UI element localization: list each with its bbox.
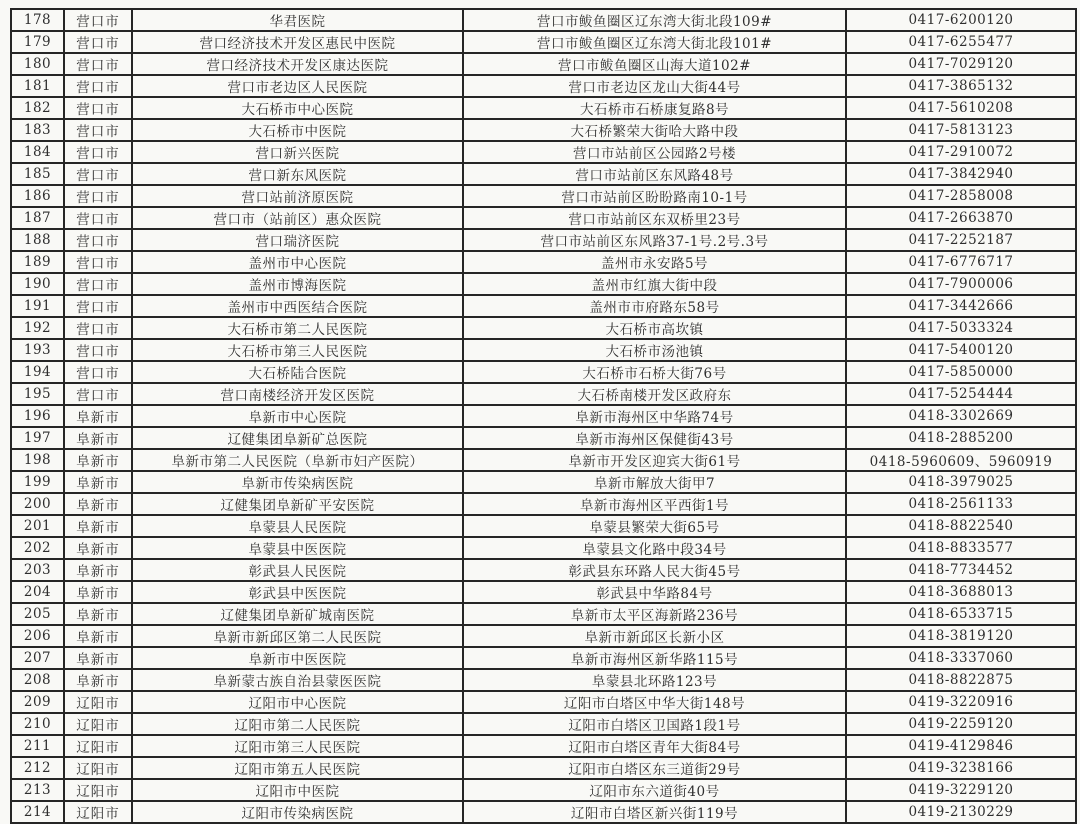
row-number-cell: 196 xyxy=(11,405,64,427)
table-row xyxy=(11,97,1076,119)
hospital-name-cell: 辽阳市中心医院 xyxy=(132,691,463,713)
table-row xyxy=(11,119,1076,141)
table-row xyxy=(11,669,1076,691)
city-cell: 营口市 xyxy=(64,361,132,383)
phone-cell: 0419-2130229 xyxy=(846,801,1076,823)
table-row xyxy=(11,9,1076,31)
address-cell: 营口市站前区盼盼路南10-1号 xyxy=(463,185,846,207)
hospital-name-cell: 辽阳市第三人民医院 xyxy=(132,735,463,757)
city-cell: 阜新市 xyxy=(64,427,132,449)
table-row xyxy=(11,339,1076,361)
address-cell: 大石桥南楼开发区政府东 xyxy=(463,383,846,405)
address-cell: 阜新市解放大街甲7 xyxy=(463,471,846,493)
hospital-name-cell: 大石桥陆合医院 xyxy=(132,361,463,383)
table-row xyxy=(11,317,1076,339)
phone-cell: 0418-3979025 xyxy=(846,471,1076,493)
table-row xyxy=(11,801,1076,823)
hospital-name-cell: 盖州市博海医院 xyxy=(132,273,463,295)
city-cell: 阜新市 xyxy=(64,559,132,581)
table-row xyxy=(11,207,1076,229)
address-cell: 大石桥市石桥大街76号 xyxy=(463,361,846,383)
address-cell: 阜蒙县繁荣大街65号 xyxy=(463,515,846,537)
phone-cell: 0417-2252187 xyxy=(846,229,1076,251)
city-cell: 营口市 xyxy=(64,273,132,295)
address-cell: 盖州市红旗大街中段 xyxy=(463,273,846,295)
row-number-cell: 194 xyxy=(11,361,64,383)
hospital-name-cell: 营口经济技术开发区惠民中医院 xyxy=(132,31,463,53)
phone-cell: 0419-4129846 xyxy=(846,735,1076,757)
address-cell: 辽阳市白塔区中华大街148号 xyxy=(463,691,846,713)
hospital-name-cell: 阜新市中医医院 xyxy=(132,647,463,669)
city-cell: 阜新市 xyxy=(64,449,132,471)
table-row xyxy=(11,405,1076,427)
phone-cell: 0418-3688013 xyxy=(846,581,1076,603)
row-number-cell: 214 xyxy=(11,801,64,823)
row-number-cell: 185 xyxy=(11,163,64,185)
hospital-name-cell: 阜新蒙古族自治县蒙医医院 xyxy=(132,669,463,691)
hospital-name-cell: 华君医院 xyxy=(132,9,463,31)
hospital-name-cell: 营口南楼经济开发区医院 xyxy=(132,383,463,405)
table-row xyxy=(11,53,1076,75)
phone-cell: 0417-2858008 xyxy=(846,185,1076,207)
phone-cell: 0418-3337060 xyxy=(846,647,1076,669)
hospital-name-cell: 辽健集团阜新矿城南医院 xyxy=(132,603,463,625)
city-cell: 阜新市 xyxy=(64,515,132,537)
phone-cell: 0417-6255477 xyxy=(846,31,1076,53)
address-cell: 辽阳市东六道街40号 xyxy=(463,779,846,801)
row-number-cell: 208 xyxy=(11,669,64,691)
table-row xyxy=(11,757,1076,779)
row-number-cell: 203 xyxy=(11,559,64,581)
phone-cell: 0417-2663870 xyxy=(846,207,1076,229)
row-number-cell: 189 xyxy=(11,251,64,273)
address-cell: 营口市鲅鱼圈区辽东湾大街北段109# xyxy=(463,9,846,31)
table-row xyxy=(11,75,1076,97)
table-row xyxy=(11,251,1076,273)
address-cell: 阜新市太平区海新路236号 xyxy=(463,603,846,625)
row-number-cell: 212 xyxy=(11,757,64,779)
phone-cell: 0417-5400120 xyxy=(846,339,1076,361)
city-cell: 辽阳市 xyxy=(64,691,132,713)
row-number-cell: 178 xyxy=(11,9,64,31)
phone-cell: 0417-2910072 xyxy=(846,141,1076,163)
hospital-name-cell: 阜蒙县人民医院 xyxy=(132,515,463,537)
row-number-cell: 181 xyxy=(11,75,64,97)
city-cell: 营口市 xyxy=(64,383,132,405)
table-row xyxy=(11,383,1076,405)
city-cell: 阜新市 xyxy=(64,405,132,427)
hospital-name-cell: 辽阳市第五人民医院 xyxy=(132,757,463,779)
hospital-name-cell: 阜新市第二人民医院（阜新市妇产医院） xyxy=(132,449,463,471)
hospital-name-cell: 阜新市传染病医院 xyxy=(132,471,463,493)
hospital-name-cell: 辽阳市中医院 xyxy=(132,779,463,801)
hospital-name-cell: 辽健集团阜新矿总医院 xyxy=(132,427,463,449)
row-number-cell: 183 xyxy=(11,119,64,141)
hospital-name-cell: 辽阳市第二人民医院 xyxy=(132,713,463,735)
row-number-cell: 191 xyxy=(11,295,64,317)
city-cell: 营口市 xyxy=(64,295,132,317)
phone-cell: 0418-5960609、5960919 xyxy=(846,449,1076,471)
city-cell: 辽阳市 xyxy=(64,713,132,735)
row-number-cell: 180 xyxy=(11,53,64,75)
row-number-cell: 204 xyxy=(11,581,64,603)
table-row xyxy=(11,581,1076,603)
row-number-cell: 198 xyxy=(11,449,64,471)
phone-cell: 0417-7900006 xyxy=(846,273,1076,295)
hospital-name-cell: 彰武县中医医院 xyxy=(132,581,463,603)
row-number-cell: 186 xyxy=(11,185,64,207)
row-number-cell: 205 xyxy=(11,603,64,625)
table-row xyxy=(11,735,1076,757)
phone-cell: 0419-3238166 xyxy=(846,757,1076,779)
row-number-cell: 193 xyxy=(11,339,64,361)
city-cell: 辽阳市 xyxy=(64,801,132,823)
phone-cell: 0418-2885200 xyxy=(846,427,1076,449)
row-number-cell: 188 xyxy=(11,229,64,251)
address-cell: 营口市站前区东风路48号 xyxy=(463,163,846,185)
phone-cell: 0419-3229120 xyxy=(846,779,1076,801)
city-cell: 营口市 xyxy=(64,97,132,119)
row-number-cell: 199 xyxy=(11,471,64,493)
hospital-name-cell: 营口经济技术开发区康达医院 xyxy=(132,53,463,75)
city-cell: 营口市 xyxy=(64,141,132,163)
city-cell: 营口市 xyxy=(64,119,132,141)
hospital-name-cell: 盖州市中心医院 xyxy=(132,251,463,273)
table-row xyxy=(11,427,1076,449)
row-number-cell: 209 xyxy=(11,691,64,713)
hospital-name-cell: 营口市（站前区）惠众医院 xyxy=(132,207,463,229)
city-cell: 营口市 xyxy=(64,53,132,75)
city-cell: 阜新市 xyxy=(64,603,132,625)
address-cell: 阜新市海州区中华路74号 xyxy=(463,405,846,427)
address-cell: 营口市鲅鱼圈区辽东湾大街北段101# xyxy=(463,31,846,53)
row-number-cell: 184 xyxy=(11,141,64,163)
address-cell: 辽阳市白塔区青年大街84号 xyxy=(463,735,846,757)
address-cell: 阜新市海州区保健街43号 xyxy=(463,427,846,449)
address-cell: 大石桥市汤池镇 xyxy=(463,339,846,361)
phone-cell: 0418-8833577 xyxy=(846,537,1076,559)
address-cell: 大石桥市石桥康复路8号 xyxy=(463,97,846,119)
address-cell: 营口市站前区东风路37-1号.2号.3号 xyxy=(463,229,846,251)
city-cell: 营口市 xyxy=(64,207,132,229)
table-row xyxy=(11,779,1076,801)
phone-cell: 0417-6776717 xyxy=(846,251,1076,273)
city-cell: 营口市 xyxy=(64,185,132,207)
phone-cell: 0418-8822875 xyxy=(846,669,1076,691)
table-row xyxy=(11,361,1076,383)
row-number-cell: 210 xyxy=(11,713,64,735)
hospital-name-cell: 营口新兴医院 xyxy=(132,141,463,163)
table-row xyxy=(11,295,1076,317)
address-cell: 大石桥繁荣大街哈大路中段 xyxy=(463,119,846,141)
address-cell: 彰武县东环路人民大街45号 xyxy=(463,559,846,581)
hospital-name-cell: 辽健集团阜新矿平安医院 xyxy=(132,493,463,515)
city-cell: 营口市 xyxy=(64,31,132,53)
address-cell: 盖州市市府路东58号 xyxy=(463,295,846,317)
phone-cell: 0418-3302669 xyxy=(846,405,1076,427)
hospital-name-cell: 营口新东风医院 xyxy=(132,163,463,185)
phone-cell: 0417-7029120 xyxy=(846,53,1076,75)
table-row xyxy=(11,603,1076,625)
table-row xyxy=(11,163,1076,185)
row-number-cell: 187 xyxy=(11,207,64,229)
phone-cell: 0419-3220916 xyxy=(846,691,1076,713)
hospital-table-body xyxy=(11,9,1076,823)
table-row xyxy=(11,273,1076,295)
hospital-name-cell: 大石桥市中医院 xyxy=(132,119,463,141)
address-cell: 营口市鲅鱼圈区山海大道102# xyxy=(463,53,846,75)
table-row xyxy=(11,559,1076,581)
phone-cell: 0417-5850000 xyxy=(846,361,1076,383)
hospital-name-cell: 辽阳市传染病医院 xyxy=(132,801,463,823)
phone-cell: 0417-5254444 xyxy=(846,383,1076,405)
address-cell: 阜新市开发区迎宾大街61号 xyxy=(463,449,846,471)
city-cell: 阜新市 xyxy=(64,471,132,493)
table-row xyxy=(11,141,1076,163)
row-number-cell: 195 xyxy=(11,383,64,405)
hospital-name-cell: 阜蒙县中医医院 xyxy=(132,537,463,559)
row-number-cell: 201 xyxy=(11,515,64,537)
row-number-cell: 200 xyxy=(11,493,64,515)
hospital-name-cell: 营口瑞济医院 xyxy=(132,229,463,251)
table-row xyxy=(11,449,1076,471)
hospital-name-cell: 彰武县人民医院 xyxy=(132,559,463,581)
row-number-cell: 192 xyxy=(11,317,64,339)
hospital-name-cell: 营口站前济原医院 xyxy=(132,185,463,207)
table-row xyxy=(11,713,1076,735)
phone-cell: 0417-5033324 xyxy=(846,317,1076,339)
address-cell: 营口市老边区龙山大街44号 xyxy=(463,75,846,97)
phone-cell: 0417-3442666 xyxy=(846,295,1076,317)
address-cell: 阜蒙县文化路中段34号 xyxy=(463,537,846,559)
city-cell: 营口市 xyxy=(64,163,132,185)
city-cell: 阜新市 xyxy=(64,669,132,691)
address-cell: 彰武县中华路84号 xyxy=(463,581,846,603)
row-number-cell: 190 xyxy=(11,273,64,295)
table-row xyxy=(11,515,1076,537)
address-cell: 阜新市新邱区长新小区 xyxy=(463,625,846,647)
phone-cell: 0418-7734452 xyxy=(846,559,1076,581)
hospital-name-cell: 盖州市中西医结合医院 xyxy=(132,295,463,317)
address-cell: 盖州市永安路5号 xyxy=(463,251,846,273)
city-cell: 营口市 xyxy=(64,251,132,273)
city-cell: 营口市 xyxy=(64,9,132,31)
phone-cell: 0417-6200120 xyxy=(846,9,1076,31)
table-row xyxy=(11,647,1076,669)
table-row xyxy=(11,537,1076,559)
phone-cell: 0417-3865132 xyxy=(846,75,1076,97)
phone-cell: 0419-2259120 xyxy=(846,713,1076,735)
city-cell: 阜新市 xyxy=(64,493,132,515)
row-number-cell: 182 xyxy=(11,97,64,119)
address-cell: 辽阳市白塔区新兴街119号 xyxy=(463,801,846,823)
hospital-name-cell: 大石桥市第三人民医院 xyxy=(132,339,463,361)
hospital-name-cell: 阜新市中心医院 xyxy=(132,405,463,427)
phone-cell: 0418-6533715 xyxy=(846,603,1076,625)
address-cell: 营口市站前区公园路2号楼 xyxy=(463,141,846,163)
address-cell: 阜蒙县北环路123号 xyxy=(463,669,846,691)
city-cell: 辽阳市 xyxy=(64,757,132,779)
hospital-name-cell: 营口市老边区人民医院 xyxy=(132,75,463,97)
row-number-cell: 206 xyxy=(11,625,64,647)
city-cell: 阜新市 xyxy=(64,625,132,647)
phone-cell: 0417-3842940 xyxy=(846,163,1076,185)
city-cell: 营口市 xyxy=(64,339,132,361)
phone-cell: 0418-3819120 xyxy=(846,625,1076,647)
row-number-cell: 197 xyxy=(11,427,64,449)
hospital-table xyxy=(10,8,1077,824)
row-number-cell: 213 xyxy=(11,779,64,801)
hospital-name-cell: 阜新市新邱区第二人民医院 xyxy=(132,625,463,647)
city-cell: 阜新市 xyxy=(64,581,132,603)
hospital-name-cell: 大石桥市第二人民医院 xyxy=(132,317,463,339)
hospital-name-cell: 大石桥市中心医院 xyxy=(132,97,463,119)
table-row xyxy=(11,493,1076,515)
row-number-cell: 207 xyxy=(11,647,64,669)
row-number-cell: 211 xyxy=(11,735,64,757)
address-cell: 辽阳市白塔区卫国路1段1号 xyxy=(463,713,846,735)
row-number-cell: 179 xyxy=(11,31,64,53)
table-row xyxy=(11,691,1076,713)
city-cell: 营口市 xyxy=(64,75,132,97)
city-cell: 阜新市 xyxy=(64,537,132,559)
address-cell: 大石桥市高坎镇 xyxy=(463,317,846,339)
city-cell: 营口市 xyxy=(64,317,132,339)
row-number-cell: 202 xyxy=(11,537,64,559)
phone-cell: 0418-2561133 xyxy=(846,493,1076,515)
phone-cell: 0418-8822540 xyxy=(846,515,1076,537)
table-row xyxy=(11,625,1076,647)
phone-cell: 0417-5610208 xyxy=(846,97,1076,119)
table-row xyxy=(11,471,1076,493)
city-cell: 辽阳市 xyxy=(64,735,132,757)
table-row xyxy=(11,31,1076,53)
table-row xyxy=(11,229,1076,251)
address-cell: 阜新市海州区平西街1号 xyxy=(463,493,846,515)
address-cell: 营口市站前区东双桥里23号 xyxy=(463,207,846,229)
city-cell: 营口市 xyxy=(64,229,132,251)
city-cell: 辽阳市 xyxy=(64,779,132,801)
phone-cell: 0417-5813123 xyxy=(846,119,1076,141)
city-cell: 阜新市 xyxy=(64,647,132,669)
table-row xyxy=(11,185,1076,207)
address-cell: 辽阳市白塔区东三道街29号 xyxy=(463,757,846,779)
address-cell: 阜新市海州区新华路115号 xyxy=(463,647,846,669)
